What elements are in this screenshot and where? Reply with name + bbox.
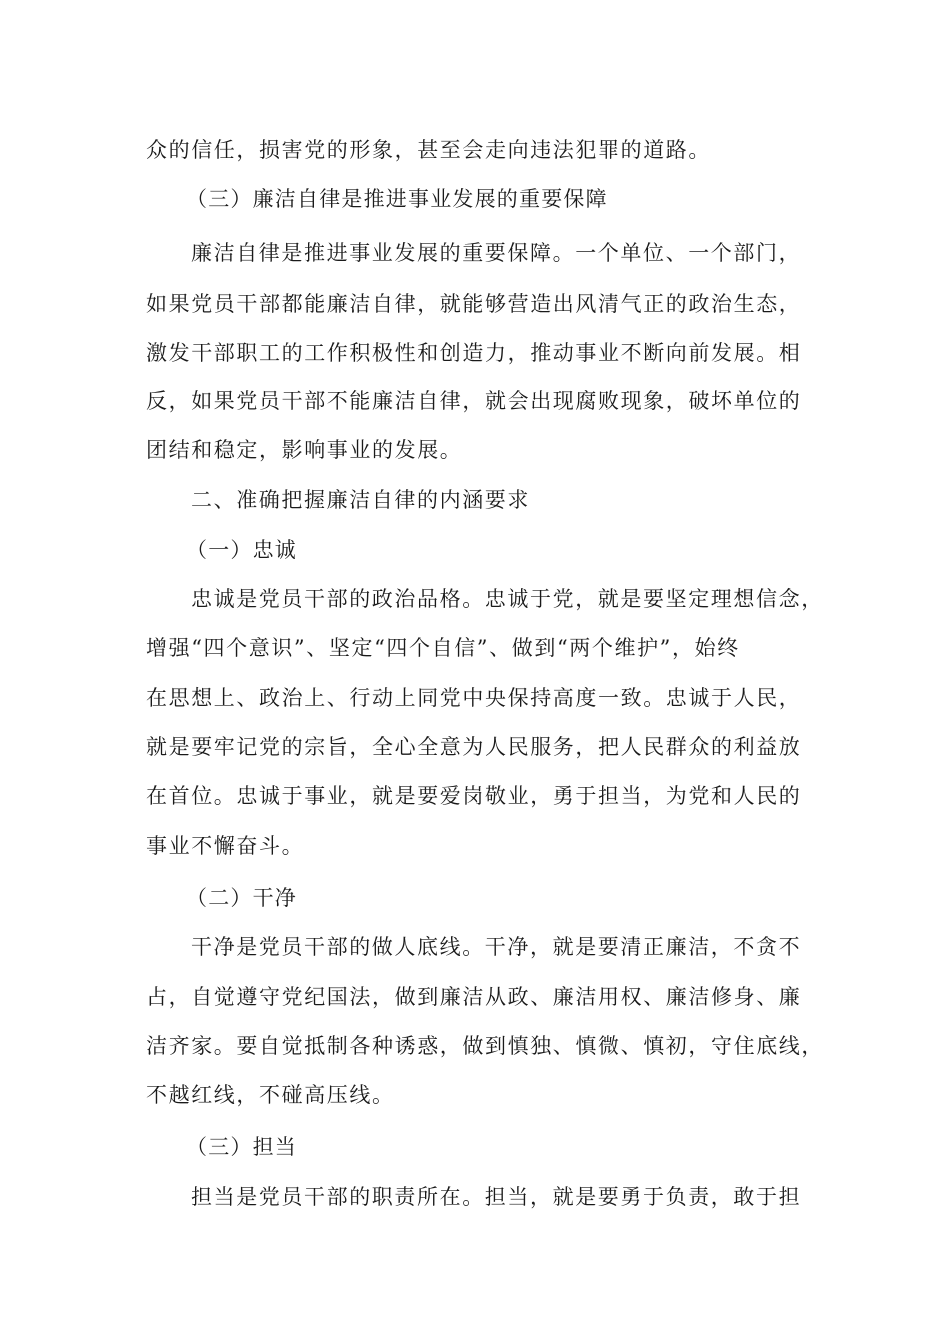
section-heading: （三）担当	[186, 1135, 297, 1159]
section-heading: （二）干净	[186, 886, 297, 910]
text-line: 众的信任，损害党的形象，甚至会走向违法犯罪的道路。	[146, 138, 711, 162]
paragraph-line: 在首位。忠诚于事业，就是要爱岗敬业，勇于担当，为党和人民的	[146, 784, 802, 808]
paragraph-line: 如果党员干部都能廉洁自律，就能够营造出风清气正的政治生态，	[146, 292, 802, 316]
paragraph-line: 不越红线，不碰高压线。	[146, 1083, 395, 1107]
paragraph-line: 在思想上、政治上、行动上同党中央保持高度一致。忠诚于人民，	[146, 686, 802, 710]
paragraph-line: 事业不懈奋斗。	[146, 834, 305, 858]
paragraph-line: 占，自觉遵守党纪国法，做到廉洁从政、廉洁用权、廉洁修身、廉	[146, 985, 802, 1009]
section-heading: （三）廉洁自律是推进事业发展的重要保障	[186, 187, 608, 211]
paragraph-line: 反，如果党员干部不能廉洁自律，就会出现腐败现象，破坏单位的	[146, 389, 802, 413]
chapter-heading: 二、准确把握廉洁自律的内涵要求	[191, 488, 530, 512]
paragraph-line: 洁齐家。要自觉抵制各种诱惑，做到慎独、慎微、慎初，守住底线，	[146, 1034, 824, 1058]
paragraph-line: 干净是党员干部的做人底线。干净，就是要清正廉洁，不贪不	[191, 935, 802, 959]
paragraph-line: 增强“四个意识”、坚定“四个自信”、做到“两个维护”，始终	[146, 636, 740, 660]
paragraph-line: 廉洁自律是推进事业发展的重要保障。一个单位、一个部门，	[191, 241, 802, 265]
paragraph-line: 激发干部职工的工作积极性和创造力，推动事业不断向前发展。相	[146, 341, 802, 365]
paragraph-line: 担当是党员干部的职责所在。担当，就是要勇于负责，敢于担	[191, 1185, 802, 1209]
section-heading: （一）忠诚	[186, 538, 297, 562]
paragraph-line: 忠诚是党员干部的政治品格。忠诚于党，就是要坚定理想信念，	[191, 587, 824, 611]
paragraph-line: 团结和稳定，影响事业的发展。	[146, 438, 463, 462]
paragraph-line: 就是要牢记党的宗旨，全心全意为人民服务，把人民群众的利益放	[146, 735, 802, 759]
